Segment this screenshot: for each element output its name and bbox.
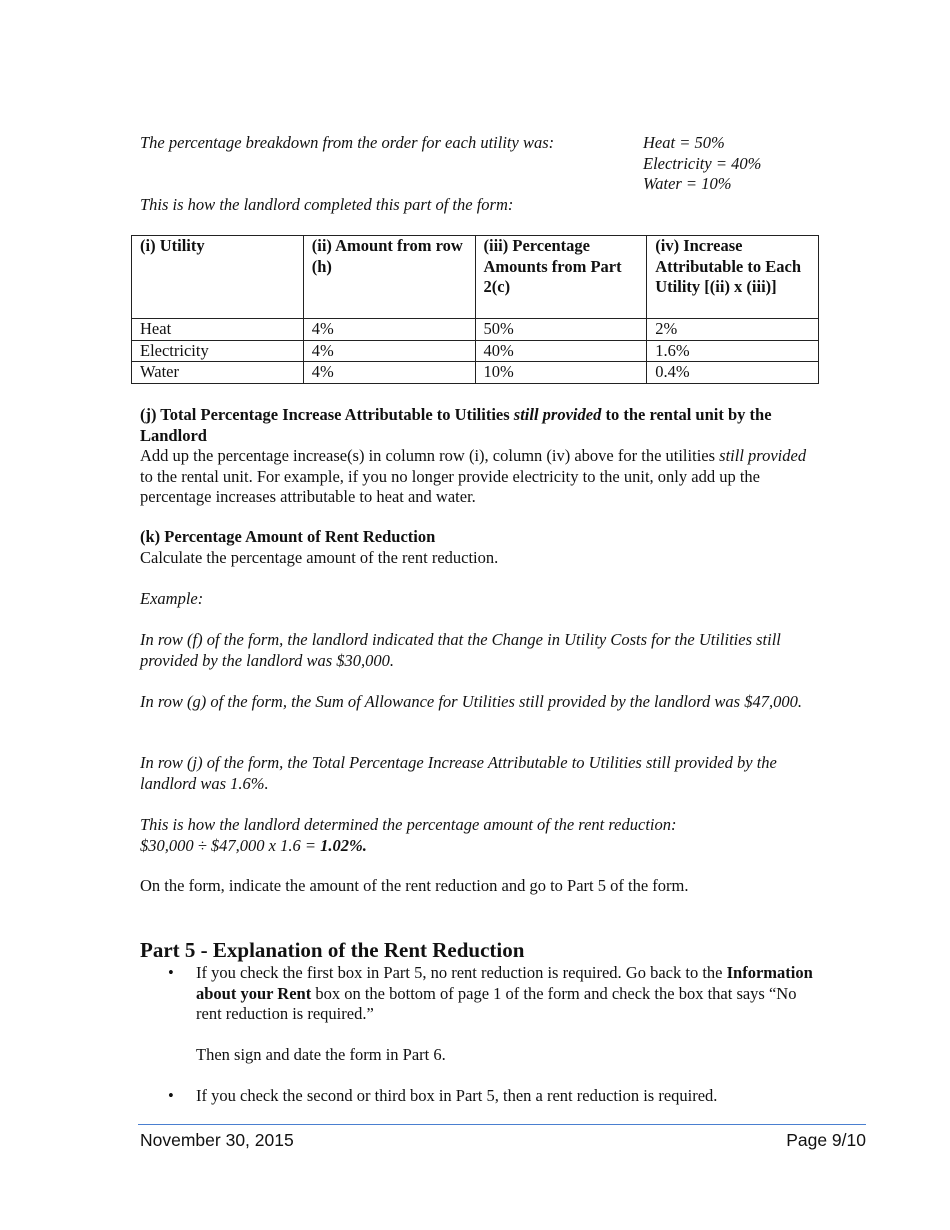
section-j [140,405,820,508]
section-j-body-part: Add up the percentage increase(s) in column row (i), column (iv) above for the utilities [140,446,720,465]
header-amount: (ii) Amount from row (h) [303,236,475,319]
calc-line [140,836,820,857]
part5-bullet-1-followup: Then sign and date the form in Part 6. [196,1045,446,1064]
cell-percentage: 50% [475,319,647,341]
calc-expression: $30,000 ÷ $47,000 x 1.6 = [140,835,321,855]
table-row [132,340,819,362]
table-row [132,362,819,384]
part5-bullet-2: If you check the second or third box in Part 5, then a rent reduction is required. [196,1086,718,1105]
header-increase: (iv) Increase Attributable to Each Utility [(ii) x (iii)] [647,236,819,319]
table-row [132,319,819,341]
example-row-j: In row (j) of the form, the Total Percentage Increase Attributable to Utilities still provided by the landlord was 1.6%. [140,753,777,793]
section-j-title-part: to the rental unit by the Landlord [140,405,772,445]
table-header-row [132,236,819,319]
cell-increase: 1.6% [647,340,819,362]
part5-bullet-1 [196,963,816,1025]
example-row-g: In row (g) of the form, the Sum of Allowance for Utilities still provided by the landlord was $47,000. [140,692,802,711]
section-j-title [140,405,820,446]
section-k-body: Calculate the percentage amount of the rent reduction. [140,547,499,567]
bullet-icon: • [168,963,174,982]
section-k-title: (k) Percentage Amount of Rent Reduction [140,527,436,546]
cell-increase: 0.4% [647,362,819,384]
section-j-title-part: (j) Total Percentage Increase Attributable to Utilities [140,405,514,424]
section-k [140,527,820,568]
footer-divider [138,1124,866,1125]
cell-utility: Electricity [132,340,304,362]
part5-title: Part 5 - Explanation of the Rent Reduction [140,938,525,962]
on-form-instruction: On the form, indicate the amount of the rent reduction and go to Part 5 of the form. [140,876,689,895]
calc-intro: This is how the landlord determined the percentage amount of the rent reduction: [140,815,677,834]
section-j-body-part: to the rental unit. For example, if you no longer provide electricity to the unit, only add up the percentage increases attributable to heat and water. [140,466,760,506]
breakdown-electricity: Electricity = 40% [643,153,762,173]
bullet1-part: If you check the first box in Part 5, no rent reduction is required. Go back to the [196,963,727,982]
header-utility: (i) Utility [132,236,304,319]
section-j-title-emphasis: still provided [513,405,602,424]
table-intro: This is how the landlord completed this part of the form: [140,195,514,214]
breakdown-water: Water = 10% [643,174,732,193]
example-label: Example: [140,589,204,608]
cell-increase: 2% [647,319,819,341]
breakdown-heat: Heat = 50% [643,133,725,152]
cell-amount: 4% [303,362,475,384]
section-j-body-emphasis: still provided [719,446,807,465]
bullet1-part: box on the bottom of page 1 of the form and check the box that says “No rent reduction is required.” [196,983,797,1023]
calc-result: 1.02%. [320,835,367,855]
breakdown-label: The percentage breakdown from the order for each utility was: [140,133,555,152]
bullet-icon: • [168,1086,174,1105]
footer-date: November 30, 2015 [140,1130,294,1150]
cell-utility: Water [132,362,304,384]
footer-page-number: Page 9/10 [786,1130,866,1150]
example-calculation [140,815,820,856]
cell-amount: 4% [303,340,475,362]
cell-percentage: 10% [475,362,647,384]
cell-percentage: 40% [475,340,647,362]
cell-utility: Heat [132,319,304,341]
header-percentage: (iii) Percentage Amounts from Part 2(c) [475,236,647,319]
section-j-body [140,446,820,508]
bullet1-emphasis: Information about your Rent [196,963,813,1003]
breakdown-values [643,133,761,195]
example-row-f: In row (f) of the form, the landlord indicated that the Change in Utility Costs for the Utilities still provided by the landlord was $30,000. [140,630,781,670]
utility-table [131,235,819,384]
cell-amount: 4% [303,319,475,341]
